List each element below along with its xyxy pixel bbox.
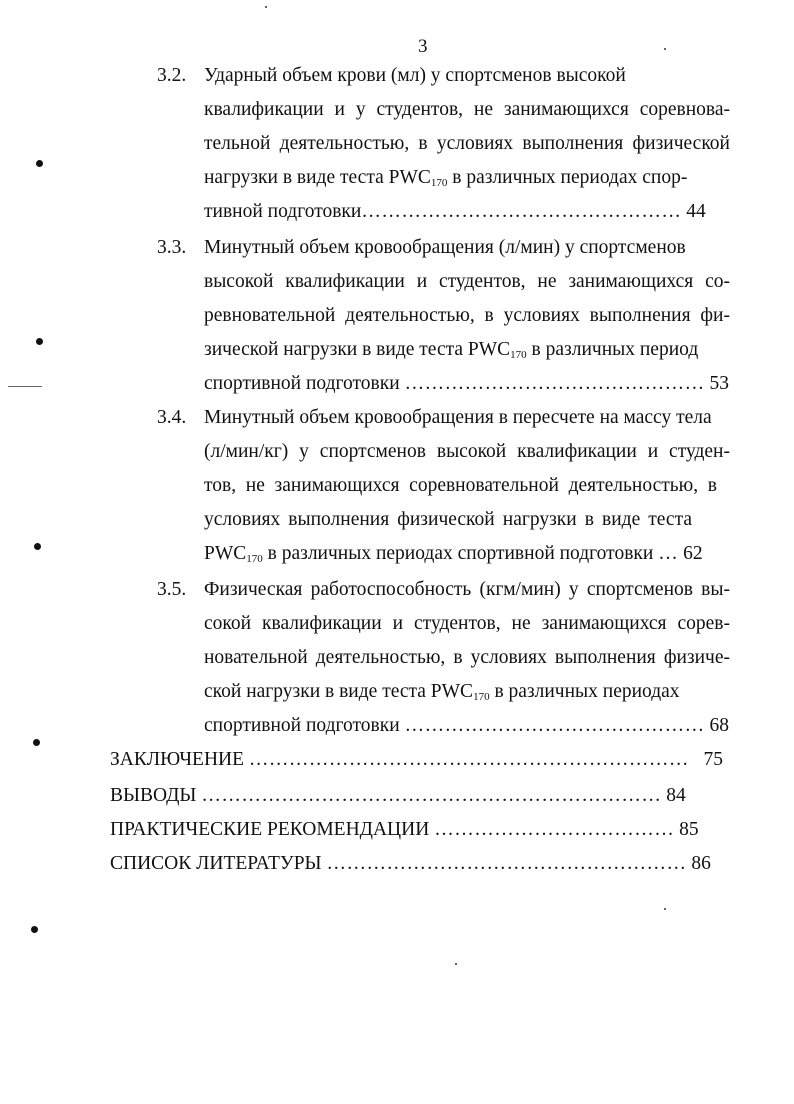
entry-text-line: зической нагрузки в виде теста $PWC_{170}$ в различных период [204,339,699,361]
scan-speck [664,908,666,910]
section-title: ПРАКТИЧЕСКИЕ РЕКОМЕНДАЦИИ [110,819,430,840]
punch-hole-mark [31,926,38,933]
entry-text-line: новательной деятельностью, в условиях выполнения физиче- [204,647,730,668]
leader-dots: ………………………………………………………… [248,749,689,770]
toc-section-findings [110,784,686,808]
entry-text-line: спортивной подготовки ……………………………………… 68 [204,715,729,736]
entry-number: 3.4. [157,407,187,428]
subscript: 170 [473,691,490,703]
entry-text-line: высокой квалификации и студентов, не занимающихся со- [204,271,730,292]
entry-text-line: (л/мин/кг) у спортсменов высокой квалификации и студен- [204,441,730,462]
entry-text-line: ревновательной деятельностью, в условиях выполнения фи- [204,305,730,326]
entry-text-line: тов, не занимающихся соревновательной деятельностью, в [204,475,717,496]
entry-text-line: Минутный объем кровообращения (л/мин) у спортсменов [204,237,686,258]
punch-hole-mark [33,739,40,746]
section-page: 84 [666,785,686,806]
entry-text-line: тивной подготовки………………………………………… 44 [204,201,706,222]
section-page: 86 [691,853,711,874]
entry-text-line: Минутный объем кровообращения в пересчете на массу тела [204,407,712,428]
subscript: 170 [510,349,527,361]
entry-text-line: $PWC_{170}$ в различных периодах спортивной подготовки … 62 [204,543,703,565]
subscript: 170 [246,553,263,565]
scan-speck [455,963,457,965]
section-page: 85 [679,819,699,840]
punch-hole-mark [36,160,43,167]
leader-dots: ………………………………………… [361,201,682,222]
subscript: 170 [430,177,448,189]
entry-number: 3.3. [157,237,187,258]
page-number: 3 [418,36,428,57]
entry-page: 62 [683,543,703,564]
entry-text-line: спортивной подготовки ……………………………………… 53 [204,373,729,394]
leader-dots: ……………………………………… [404,715,705,736]
punch-hole-mark [34,543,41,550]
leader-dots: … [658,543,679,564]
toc-section-references [110,852,711,876]
entry-text-line: условиях выполнения физической нагрузки в виде теста [204,509,692,530]
entry-page: 68 [709,715,729,736]
entry-page: 53 [709,373,729,394]
entry-text-line: тельной деятельностью, в условиях выполнения физической [204,133,730,154]
punch-hole-mark [36,338,43,345]
section-title: ВЫВОДЫ [110,785,197,806]
leader-dots: …………………………………………………………… [201,785,662,806]
leader-dots: ……………………………………… [404,373,705,394]
entry-text-line: сокой квалификации и студентов, не занимающихся сорев- [204,613,730,634]
entry-page: 44 [686,201,706,222]
section-title: СПИСОК ЛИТЕРАТУРЫ [110,853,322,874]
entry-text-line: Физическая работоспособность (кгм/мин) у спортсменов вы- [204,579,730,600]
leader-dots: ……………………………………………… [326,853,687,874]
scan-speck [664,48,666,50]
entry-text-line: ской нагрузки в виде теста $PWC_{170}$ в различных периодах [204,681,680,703]
section-page: 75 [703,749,724,770]
entry-text-line: нагрузки в виде теста $PWC_{170}$ в различных периодах спор- [204,167,688,189]
entry-number: 3.5. [157,579,187,600]
toc-section-conclusion [110,748,723,772]
scan-line-artifact [8,386,42,387]
scan-speck [265,6,267,8]
entry-text-line: Ударный объем крови (мл) у спортсменов высокой [204,65,626,86]
leader-dots: ……………………………… [434,819,675,840]
entry-text-line: квалификации и у студентов, не занимающихся соревнова- [204,99,730,120]
entry-number: 3.2. [157,65,187,86]
section-title: ЗАКЛЮЧЕНИЕ [110,749,245,770]
toc-section-recommendations [110,818,699,842]
